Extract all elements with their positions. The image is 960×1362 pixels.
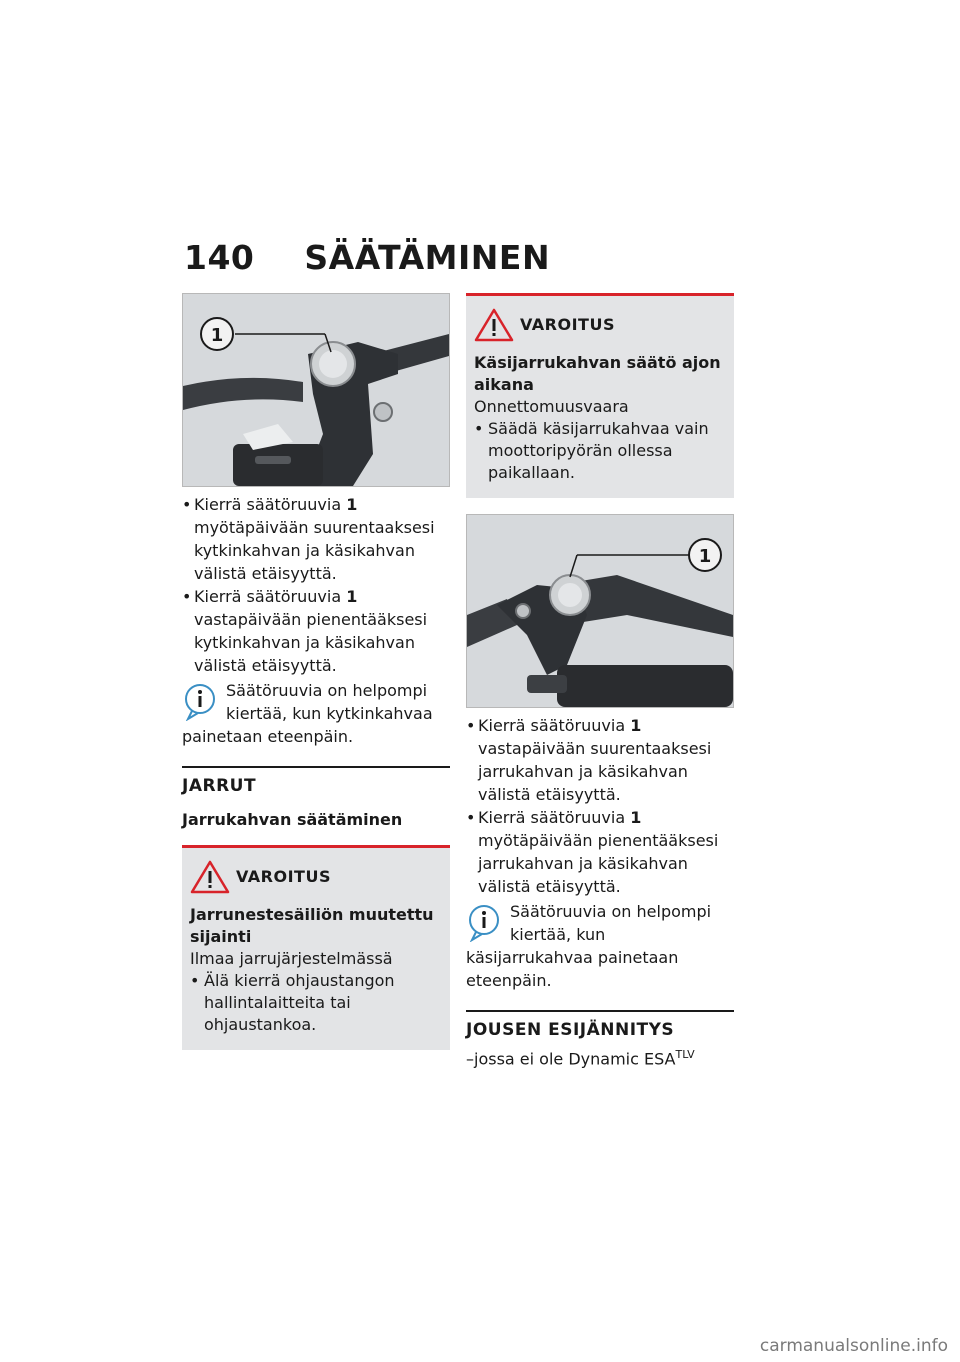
warning-triangle-icon [474,308,514,342]
list-item: • Kierrä säätöruuvia 1 myötäpäivään pienentääksesi jarrukahvan ja käsikahvan välistä etäisyyttä. [466,806,734,898]
info-icon [466,902,502,942]
brake-lever-figure [466,514,734,708]
brake-lever-illustration [467,515,733,707]
warning-box [466,293,734,498]
left-column [182,293,450,1050]
warning-hazard: Ilmaa jarrujärjestelmässä [190,949,393,968]
info-icon [182,681,218,721]
info-note [466,900,734,992]
list-item: • Älä kierrä ohjaustangon hallintalaitteita tai ohjaustankoa. [190,970,442,1036]
section-divider [466,1010,734,1012]
list-item: • Kierrä säätöruuvia 1 myötäpäivään suurentaaksesi kytkinkahvan ja käsikahvan välistä etäisyyttä. [182,493,450,585]
warning-triangle-icon [190,860,230,894]
note-text: Säätöruuvia on helpompi kiertää, kun kytkinkahvaa painetaan eteenpäin. [182,681,433,746]
warning-label: VAROITUS [520,315,615,334]
right-bullet-list [466,714,734,898]
page-header [184,238,550,277]
model-condition: –jossa ei ole Dynamic $ESA^{TLV}$ [466,1048,695,1069]
page-number: 140 [184,238,255,277]
watermark: carmanualsonline.info [759,1336,948,1356]
warning-title: Jarrunestesäiliön muutettu sijainti [190,905,434,946]
figure-callout: 1 [698,546,712,567]
model-superscript: TLV [675,1048,695,1061]
warning-hazard: Onnettomuusvaara [474,397,629,416]
right-column [466,293,734,1068]
warning-label: VAROITUS [236,867,331,886]
list-item: • Kierrä säätöruuvia 1 vastapäivään pienentääksesi kytkinkahvan ja käsikahvan välistä etäisyyttä. [182,585,450,677]
warning-header [474,308,726,342]
figure-callout: 1 [210,325,224,346]
subsection-title: Jarrukahvan säätäminen [182,810,403,829]
warning-box [182,845,450,1050]
list-item: • Kierrä säätöruuvia 1 vastapäivään suurentaaksesi jarrukahvan ja käsikahvan välistä etäisyyttä. [466,714,734,806]
section-title: JARRUT [182,776,257,796]
info-note [182,679,450,748]
left-bullet-list [182,493,450,677]
clutch-lever-figure [182,293,450,487]
warning-list [474,418,726,484]
warning-header [190,860,442,894]
warning-title: Käsijarrukahvan säätö ajon aikana [474,353,721,394]
section-divider [182,766,450,768]
chapter-title: SÄÄTÄMINEN [304,238,551,277]
section-title: JOUSEN ESIJÄNNITYS [466,1020,675,1040]
note-text: Säätöruuvia on helpompi kiertää, kun käsijarrukahvaa painetaan eteenpäin. [466,902,712,990]
list-item: • Säädä käsijarrukahvaa vain moottoripyörän ollessa paikallaan. [474,418,726,484]
clutch-lever-illustration [183,294,449,486]
warning-list [190,970,442,1036]
